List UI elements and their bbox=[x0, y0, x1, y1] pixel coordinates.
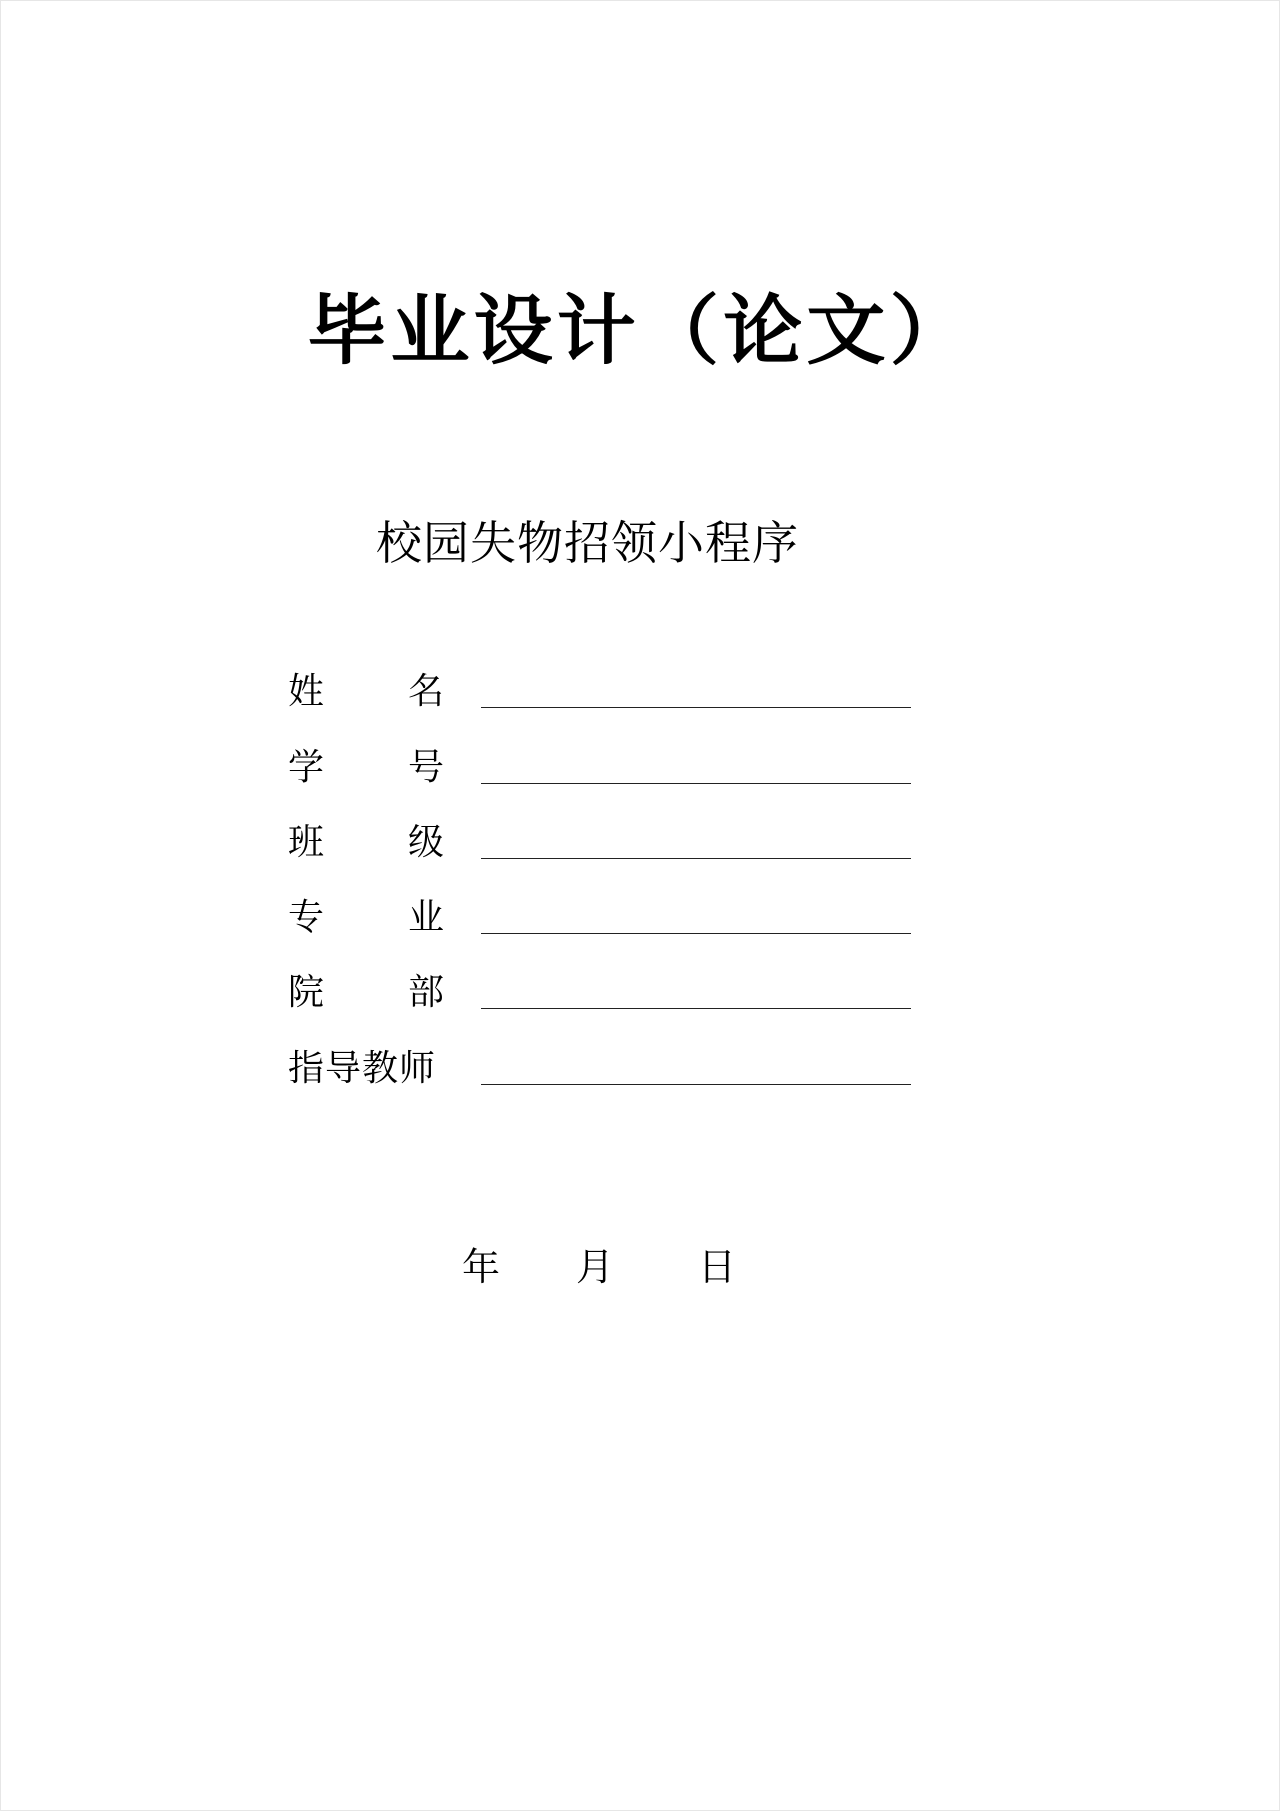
date-row bbox=[462, 1240, 782, 1294]
thesis-subtitle: 校园失物招领小程序 bbox=[376, 516, 799, 570]
field-label-major bbox=[288, 892, 444, 944]
field-row-advisor bbox=[288, 1043, 913, 1095]
field-row-class bbox=[288, 817, 913, 869]
page-title: 毕业设计（论文） bbox=[307, 286, 973, 375]
field-label-char: 学 bbox=[288, 747, 325, 788]
field-row-department bbox=[288, 967, 913, 1019]
field-label-char: 部 bbox=[408, 972, 445, 1013]
student-id-blank-line[interactable] bbox=[481, 783, 911, 784]
field-label-char: 专 bbox=[288, 897, 325, 938]
field-label-student-id bbox=[288, 742, 444, 794]
field-label-char: 业 bbox=[408, 897, 445, 938]
field-label-advisor: 指导教师 bbox=[288, 1048, 437, 1089]
department-blank-line[interactable] bbox=[481, 1008, 911, 1009]
name-blank-line[interactable] bbox=[481, 707, 911, 708]
field-label-char: 姓 bbox=[288, 671, 325, 712]
field-label-department bbox=[288, 967, 444, 1019]
field-label-char: 院 bbox=[288, 972, 325, 1013]
field-row-major bbox=[288, 892, 913, 944]
field-row-name bbox=[288, 666, 913, 718]
field-label-char: 号 bbox=[408, 747, 445, 788]
field-row-student-id bbox=[288, 742, 913, 794]
date-day-label: 日 bbox=[698, 1245, 737, 1289]
major-blank-line[interactable] bbox=[481, 933, 911, 934]
field-label-char: 级 bbox=[408, 822, 445, 863]
field-label-char: 班 bbox=[288, 822, 325, 863]
date-year-label: 年 bbox=[462, 1245, 501, 1289]
advisor-blank-line[interactable] bbox=[481, 1084, 911, 1085]
field-label-class bbox=[288, 817, 444, 869]
class-blank-line[interactable] bbox=[481, 858, 911, 859]
field-label-char: 名 bbox=[408, 671, 445, 712]
field-label-name bbox=[288, 666, 444, 718]
date-month-label: 月 bbox=[576, 1245, 615, 1289]
